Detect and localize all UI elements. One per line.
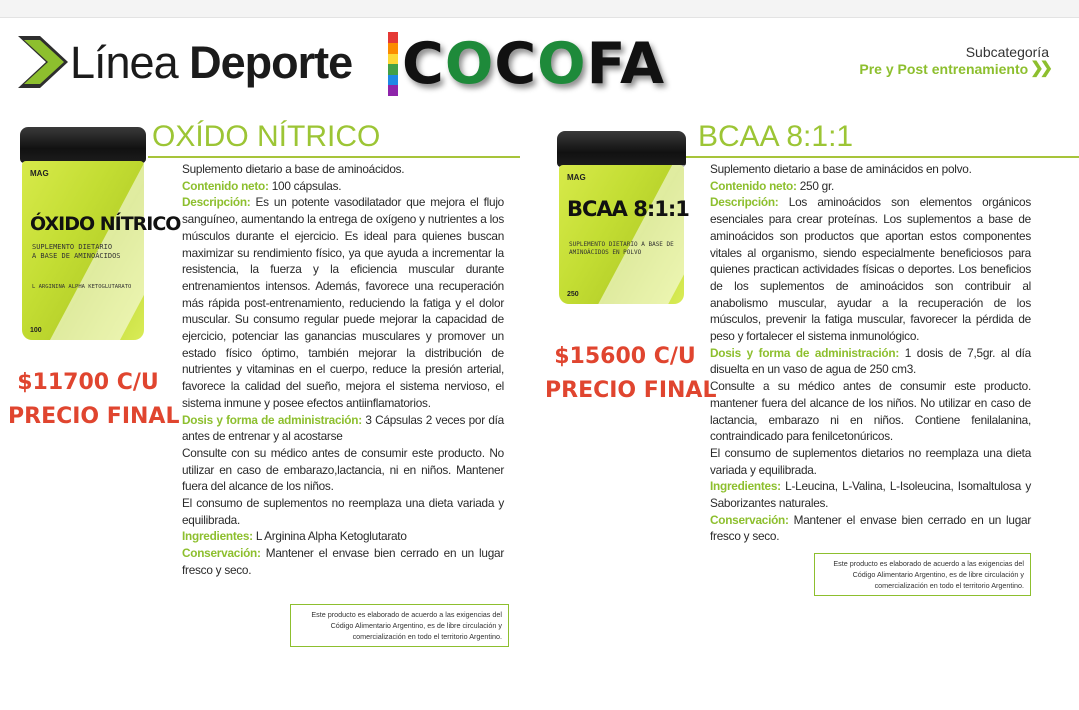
- divider-left: [148, 156, 520, 158]
- price-value: $11700 C/U: [17, 370, 159, 395]
- ingredients-text: L-Leucina, L-Valina, L-Isoleucina, Isomaltulosa y Saborizantes naturales.: [710, 479, 1031, 511]
- dosage: [710, 345, 1031, 378]
- jar-brand: MAG: [30, 169, 49, 178]
- dosage-text: 1 dosis de 7,5gr. al día disuelta en un vaso de agua de 250 cm3.: [710, 345, 1031, 377]
- section-title-bold: Deporte: [189, 37, 353, 88]
- brand-logo: [388, 30, 708, 98]
- jar-lid: [20, 127, 146, 163]
- ingredients: [182, 528, 504, 545]
- dosage-label: Dosis y forma de administración:: [182, 412, 362, 427]
- jar-subtitle-2: AMINOÁCIDOS EN POLVO: [569, 249, 642, 256]
- jar-subtitle-1: SUPLEMENTO DIETARIO: [32, 243, 113, 251]
- legal-notice: Este producto es elaborado de acuerdo a las exigencias del Código Alimentario Argentino, es de libre circulación y comercialización en todo el territorio Argentino.: [814, 553, 1031, 596]
- divider-right: [686, 156, 1079, 158]
- dosage-label: Dosis y forma de administración:: [710, 345, 900, 360]
- jar-brand: MAG: [567, 173, 586, 182]
- product-details: [710, 161, 1031, 545]
- dosage-text: 3 Cápsulas 2 veces por día antes de entrenar y al acostarse: [182, 412, 504, 444]
- subcategory: [859, 44, 1049, 78]
- double-chevron-right-icon: ❯❯: [1030, 60, 1049, 77]
- price-block: [8, 366, 180, 434]
- description-text: Es un potente vasodilatador que mejora el flujo sanguíneo, aumentando la entrega de oxígeno y nutrientes a los músculos durante el ejercicio. Es ideal para quienes buscan maximizar su rendimiento físico, ya que ayuda a incrementar la resistencia, la fuerza y la eficiencia muscular durante entrenamientos intensos. Además, favorece una recuperación más rápida post-entrenamiento, reduciendo la fatiga y el dolor muscular. Su consumo regular puede mejorar la capacidad de ejercicio, potenciar las ganancias musculares y promover un estado físico óptimo, también mejorar la distribución de nutrientes y vitaminas en el cuerpo, reduce la presión arterial, favorece la calidad del sueño, mejora el sistema nervioso, el sistema inmune y posee efectos antiinflamatorios.: [182, 195, 504, 410]
- subcategory-link[interactable]: [859, 60, 1049, 78]
- net-content-label: Contenido neto:: [182, 178, 269, 193]
- storage-label: Conservación:: [710, 512, 789, 527]
- chevron-right-icon: [18, 36, 68, 88]
- storage-label: Conservación:: [182, 546, 261, 561]
- logo-wordmark: COCOFA: [402, 31, 666, 97]
- description: [182, 194, 504, 411]
- product-image-bcaa: [557, 131, 689, 304]
- jar-lid: [557, 131, 686, 167]
- jar-product-name: BCAA 8:1:1: [567, 197, 689, 221]
- jar-product-name: ÓXIDO NÍTRICO: [30, 213, 181, 235]
- disclaimer-text: El consumo de suplementos no reemplaza una dieta variada y equilibrada.: [182, 496, 504, 527]
- product-details: [182, 161, 504, 579]
- ingredients: [710, 478, 1031, 511]
- description-text: Los aminoácidos son elementos orgánicos esenciales para crear proteínas. Los suplementos a base de aminoácidos son productos que aportan estos componentes vitales al organismo, siendo especialmente beneficiosos para quienes practican actividades físicas o deportes. Los beneficios de los suplementos de aminoácidos son contribuir al anabolismo muscular, ayudar a la recuperación de los músculos, prevenir la fatiga muscular, favorecer la pérdida de peso y fortalecer el sistema inmunológico.: [710, 195, 1032, 344]
- ingredients-label: Ingredientes:: [710, 479, 781, 494]
- warning-text: Consulte a su médico antes de consumir este producto. mantener fuera del alcance de los niños. No utilizar en caso de lactancia, embarazo ni en niños. Contiene fenilalanina, contraindicado para fenilcetonúricos.: [710, 379, 1031, 444]
- jar-subtitle-1: SUPLEMENTO DIETARIO A BASE DE: [569, 241, 674, 248]
- jar-quantity: 250: [567, 291, 579, 298]
- product-title: BCAA 8:1:1: [698, 120, 854, 153]
- product-intro: Suplemento dietario a base de aminoácidos.: [182, 162, 405, 176]
- jar-subtitle-3: L ARGININA ALPHA KETOGLUTARATO: [32, 284, 132, 290]
- dosage: [182, 412, 504, 445]
- net-content-label: Contenido neto:: [710, 178, 797, 193]
- net-content: [710, 178, 1031, 195]
- product-intro: Suplemento dietario a base de aminácidos en polvo.: [710, 162, 972, 176]
- section-title-light: Línea: [70, 37, 178, 88]
- description-label: Descripción:: [710, 195, 779, 210]
- product-title: OXÍDO NÍTRICO: [152, 120, 381, 153]
- description: [710, 194, 1031, 344]
- net-content-value: 250 gr.: [799, 178, 835, 193]
- storage: [710, 512, 1031, 545]
- net-content: [182, 178, 504, 195]
- warning-text: Consulte con su médico antes de consumir este producto. No utilizar en caso de embarazo,lactancia, ni en niños. Mantener fuera del alcance de los niños.: [182, 445, 504, 494]
- price-block: [545, 340, 717, 408]
- storage-text: Mantener el envase bien cerrado en un lugar fresco y seco.: [710, 512, 1032, 544]
- price-value: $15600 C/U: [554, 344, 696, 369]
- jar-label: [22, 161, 181, 340]
- price-note: PRECIO FINAL: [8, 404, 180, 429]
- section-title: [70, 36, 352, 90]
- product-image-oxido-nitrico: [20, 127, 181, 340]
- disclaimer-text: El consumo de suplementos dietarios no reemplaza una dieta variada y equilibrada.: [710, 445, 1031, 477]
- description-label: Descripción:: [182, 195, 251, 210]
- rainbow-stripe-icon: [388, 32, 398, 96]
- storage: [182, 545, 504, 578]
- ingredients-label: Ingredientes:: [182, 529, 253, 544]
- price-note: PRECIO FINAL: [545, 378, 717, 403]
- storage-text: Mantener el envase bien cerrado en un lugar fresco y seco.: [182, 546, 505, 577]
- jar-quantity: 100: [30, 327, 42, 334]
- subcategory-label: Subcategoría: [965, 44, 1049, 60]
- jar-subtitle-2: A BASE DE AMINOÁCIDOS: [32, 252, 121, 260]
- top-band: [0, 0, 1079, 18]
- subcategory-value: Pre y Post entrenamiento: [859, 61, 1029, 77]
- net-content-value: 100 cápsulas.: [271, 178, 342, 193]
- ingredients-text: L Arginina Alpha Ketoglutarato: [255, 529, 407, 544]
- jar-label: [559, 165, 689, 304]
- legal-notice: Este producto es elaborado de acuerdo a las exigencias del Código Alimentario Argentino, es de libre circulación y comercialización en todo el territorio Argentino.: [290, 604, 509, 647]
